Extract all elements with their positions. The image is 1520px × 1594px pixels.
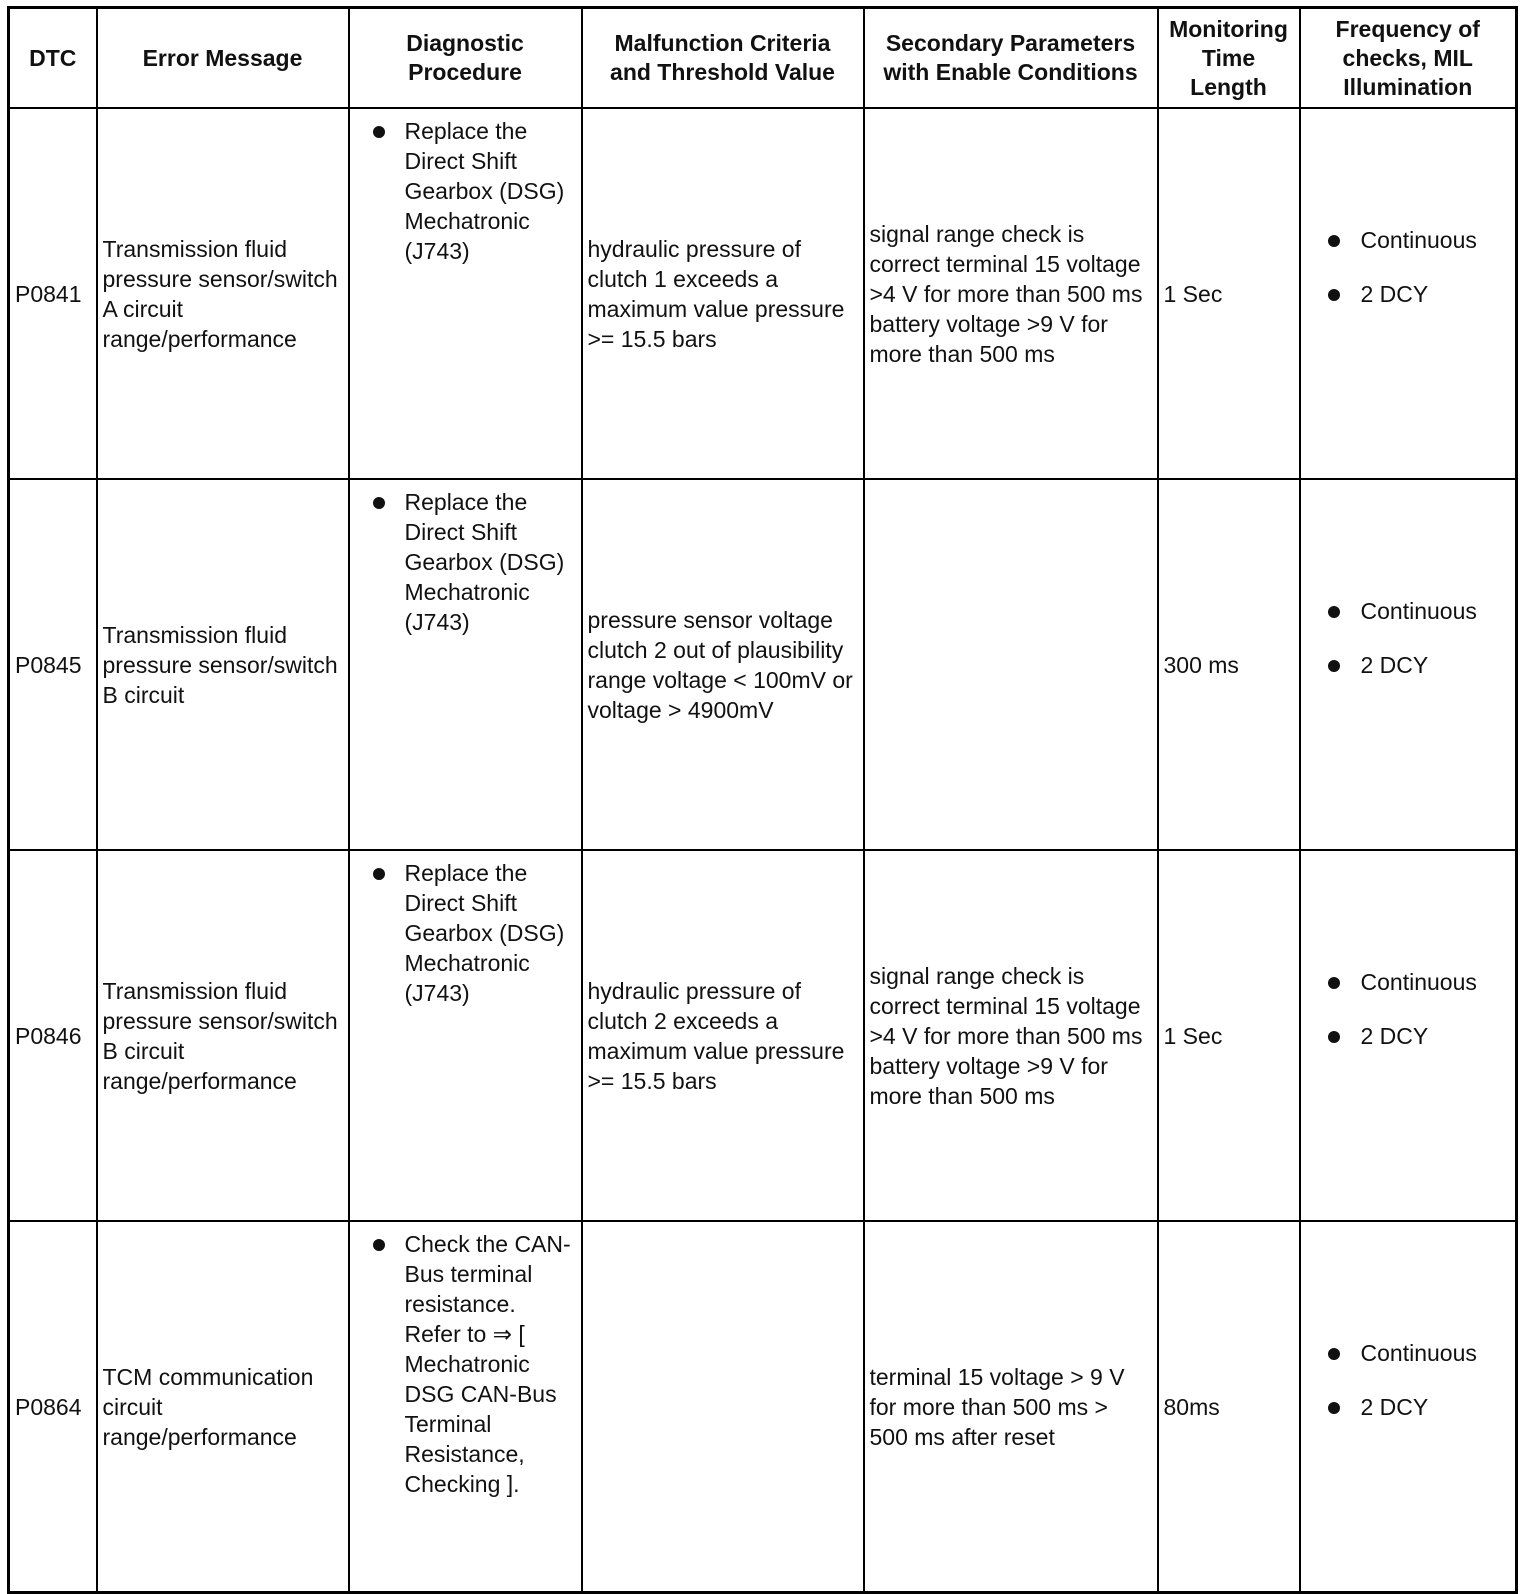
frequency-item: [1306, 967, 1511, 997]
frequency-item: [1306, 279, 1511, 309]
header-diagnostic-procedure: Diagnostic Procedure: [349, 8, 582, 109]
secondary-parameters: [864, 479, 1158, 850]
dtc-code: P0845: [9, 479, 97, 850]
frequency-text: 2 DCY: [1360, 651, 1429, 678]
dtc-table-page: [7, 6, 1518, 1594]
frequency: [1300, 1221, 1517, 1593]
frequency: [1300, 479, 1517, 850]
frequency-text: Continuous: [1360, 226, 1477, 253]
diagnostic-procedure: [349, 108, 582, 479]
frequency-text: Continuous: [1360, 597, 1477, 624]
procedure-text: Check the CAN-Bus terminal resistance. Refer to ⇒ [ Mechatronic DSG CAN-Bus Terminal Resistance, Checking ].: [404, 1231, 571, 1497]
secondary-parameters: signal range check is correct terminal 15 voltage >4 V for more than 500 ms battery voltage >9 V for more than 500 ms: [864, 850, 1158, 1221]
bullet-icon: [373, 868, 385, 880]
frequency-text: 2 DCY: [1360, 1393, 1429, 1420]
diagnostic-procedure: [349, 479, 582, 850]
procedure-text: Replace the Direct Shift Gearbox (DSG) Mechatronic (J743): [404, 489, 565, 635]
frequency-item: [1306, 225, 1511, 255]
bullet-icon: [1328, 235, 1340, 247]
procedure-text: Replace the Direct Shift Gearbox (DSG) Mechatronic (J743): [404, 860, 565, 1006]
frequency-text: 2 DCY: [1360, 1022, 1429, 1049]
malfunction-criteria: [582, 1221, 864, 1593]
secondary-parameters: terminal 15 voltage > 9 V for more than 500 ms > 500 ms after reset: [864, 1221, 1158, 1593]
bullet-icon: [1328, 1348, 1340, 1360]
table-row: [9, 479, 1517, 850]
frequency: [1300, 108, 1517, 479]
frequency-item: [1306, 650, 1511, 680]
procedure-item: [355, 487, 576, 637]
malfunction-criteria: hydraulic pressure of clutch 2 exceeds a maximum value pressure >= 15.5 bars: [582, 850, 864, 1221]
error-message: TCM communication circuit range/performance: [97, 1221, 349, 1593]
monitoring-time: 300 ms: [1158, 479, 1300, 850]
dtc-code: P0864: [9, 1221, 97, 1593]
error-message: Transmission fluid pressure sensor/switch A circuit range/performance: [97, 108, 349, 479]
malfunction-criteria: pressure sensor voltage clutch 2 out of plausibility range voltage < 100mV or voltage > 4900mV: [582, 479, 864, 850]
monitoring-time: 80ms: [1158, 1221, 1300, 1593]
frequency-text: Continuous: [1360, 1339, 1477, 1366]
header-malfunction-criteria: Malfunction Criteria and Threshold Value: [582, 8, 864, 109]
monitoring-time: 1 Sec: [1158, 108, 1300, 479]
frequency-item: [1306, 1392, 1511, 1422]
table-row: [9, 850, 1517, 1221]
header-monitoring-time: Monitoring Time Length: [1158, 8, 1300, 109]
diagnostic-procedure: [349, 850, 582, 1221]
dtc-code: P0841: [9, 108, 97, 479]
dtc-code: P0846: [9, 850, 97, 1221]
frequency-text: 2 DCY: [1360, 280, 1429, 307]
procedure-item: [355, 1229, 576, 1499]
malfunction-criteria: hydraulic pressure of clutch 1 exceeds a maximum value pressure >= 15.5 bars: [582, 108, 864, 479]
header-secondary-parameters: Secondary Parameters with Enable Conditions: [864, 8, 1158, 109]
procedure-item: [355, 858, 576, 1008]
error-message: Transmission fluid pressure sensor/switch B circuit range/performance: [97, 850, 349, 1221]
frequency-item: [1306, 1338, 1511, 1368]
bullet-icon: [1328, 289, 1340, 301]
header-dtc: DTC: [9, 8, 97, 109]
frequency-text: Continuous: [1360, 968, 1477, 995]
bullet-icon: [1328, 660, 1340, 672]
frequency-item: [1306, 1021, 1511, 1051]
header-error-message: Error Message: [97, 8, 349, 109]
bullet-icon: [1328, 1402, 1340, 1414]
monitoring-time: 1 Sec: [1158, 850, 1300, 1221]
bullet-icon: [1328, 606, 1340, 618]
procedure-item: [355, 116, 576, 266]
bullet-icon: [1328, 977, 1340, 989]
frequency-item: [1306, 596, 1511, 626]
table-row: [9, 108, 1517, 479]
bullet-icon: [373, 1239, 385, 1251]
bullet-icon: [373, 126, 385, 138]
dtc-table: [7, 6, 1518, 1594]
procedure-text: Replace the Direct Shift Gearbox (DSG) Mechatronic (J743): [404, 118, 565, 264]
header-frequency: Frequency of checks, MIL Illumination: [1300, 8, 1517, 109]
header-row: [9, 8, 1517, 109]
bullet-icon: [373, 497, 385, 509]
bullet-icon: [1328, 1031, 1340, 1043]
table-row: [9, 1221, 1517, 1593]
error-message: Transmission fluid pressure sensor/switch B circuit: [97, 479, 349, 850]
frequency: [1300, 850, 1517, 1221]
diagnostic-procedure: [349, 1221, 582, 1593]
secondary-parameters: signal range check is correct terminal 15 voltage >4 V for more than 500 ms battery voltage >9 V for more than 500 ms: [864, 108, 1158, 479]
